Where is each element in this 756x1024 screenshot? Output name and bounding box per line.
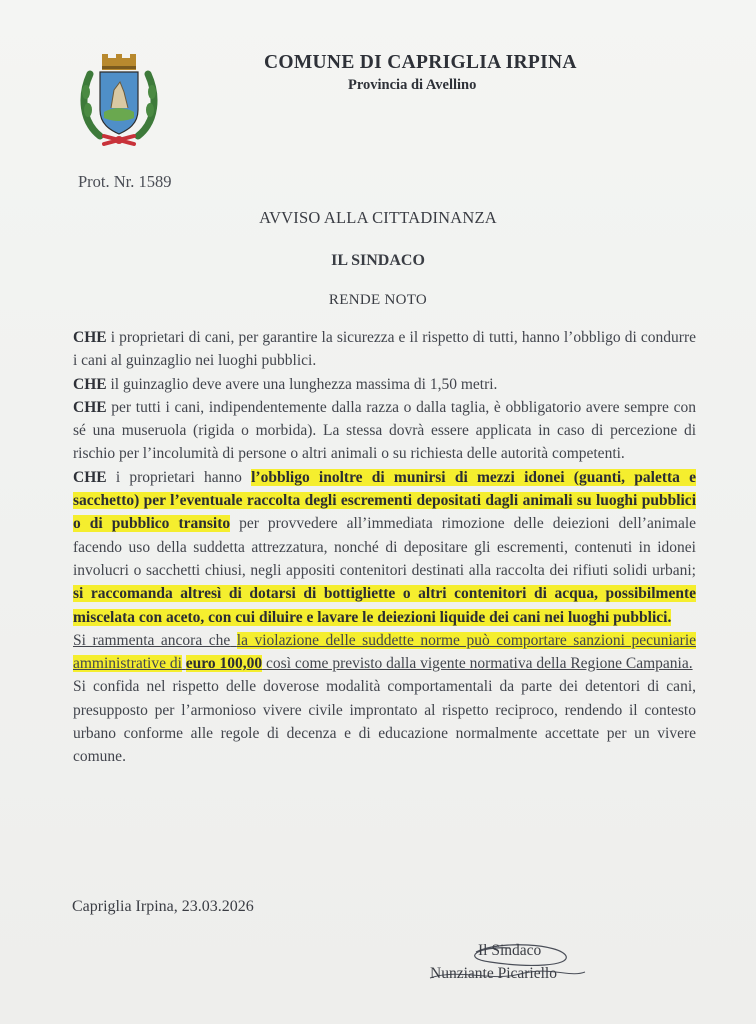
paragraph-text: per tutti i cani, indipendentemente dalla razza o dalla taglia, è obbligatorio avere sempre con sé una museruola (rigida o morbida). La stessa dovrà essere applicata in caso di percezione di rischio per l’incolumità di persone o altri animali o su richiesta delle autorità competenti. <box>73 398 697 463</box>
paragraph-text: così come previsto dalla vigente normativa della Regione Campania. <box>266 655 693 673</box>
signatory-name: Nunziante Picariello <box>430 965 557 982</box>
paragraph-waste <box>73 466 696 629</box>
paragraph-text: per provvedere all’immediata rimozione delle deiezioni dell’animale facendo uso della suddetta attrezzatura, nonché di depositare gli escrementi, contenuti in idonei involucri o sacchetti chiusi, negli appositi contenitori destinati alla raccolta dei rifiuti solidi urbani; <box>73 515 697 579</box>
municipality-name: COMUNE DI CAPRIGLIA IRPINA <box>264 52 577 73</box>
signatory-title: Il Sindaco <box>478 942 542 959</box>
paragraph-closing <box>73 675 696 768</box>
paragraph-lead: CHE <box>73 468 107 486</box>
place-date: Capriglia Irpina, 23.03.2026 <box>72 898 254 915</box>
municipal-crest-icon <box>78 52 160 148</box>
paragraph-lead: CHE <box>73 398 107 416</box>
province-name: Provincia di Avellino <box>348 77 477 93</box>
authority-heading: IL SINDACO <box>331 252 425 269</box>
paragraph-text: Si confida nel rispetto delle doverose modalità comportamentali da parte dei detentori di cani, presupposto per l’armonioso vivere civile improntato al rispetto reciproco, rendendo il contesto urbano conforme alle regole di decenza e di educazione normalmente accettate per un vivere comune. <box>73 678 696 766</box>
paragraph-text: il guinzaglio deve avere una lunghezza massima di 1,50 metri. <box>110 375 498 393</box>
notice-body <box>73 326 696 769</box>
paragraph-lead: CHE <box>73 329 107 346</box>
paragraph-text: i proprietari hanno <box>115 468 242 486</box>
paragraph-leash <box>73 326 696 373</box>
notice-title: AVVISO ALLA CITTADINANZA <box>259 208 497 227</box>
paragraph-muzzle <box>73 396 696 466</box>
fine-amount: euro 100,00 <box>185 655 263 673</box>
protocol-number: Prot. Nr. 1589 <box>78 172 172 191</box>
paragraph-leash-length <box>73 373 696 396</box>
paragraph-sanctions <box>73 629 696 676</box>
highlighted-text: la violazione delle suddette norme può comportare sanzioni pecuniarie amministrative di <box>73 631 696 673</box>
announces-heading: RENDE NOTO <box>328 292 428 308</box>
paragraph-text: Si rammenta ancora che <box>73 631 231 649</box>
paragraph-text: i proprietari di cani, per garantire la sicurezza e il rispetto di tutti, hanno l’obbligo di condurre i cani al guinzaglio nei luoghi pubblici. <box>73 329 696 370</box>
highlighted-text: l’obbligo inoltre di munirsi di mezzi idonei (guanti, paletta e sacchetto) per l’eventuale raccolta degli escrementi depositati dagli animali su luoghi pubblici o di pubblico transito <box>73 468 697 533</box>
paragraph-lead: CHE <box>73 375 107 393</box>
highlighted-text: si raccomanda altresì di dotarsi di bottigliette o altri contenitori di acqua, possibilmente miscelata con aceto, con cui diluire e lavare le deiezioni liquide dei cani nei luoghi pubblici. <box>73 585 696 626</box>
